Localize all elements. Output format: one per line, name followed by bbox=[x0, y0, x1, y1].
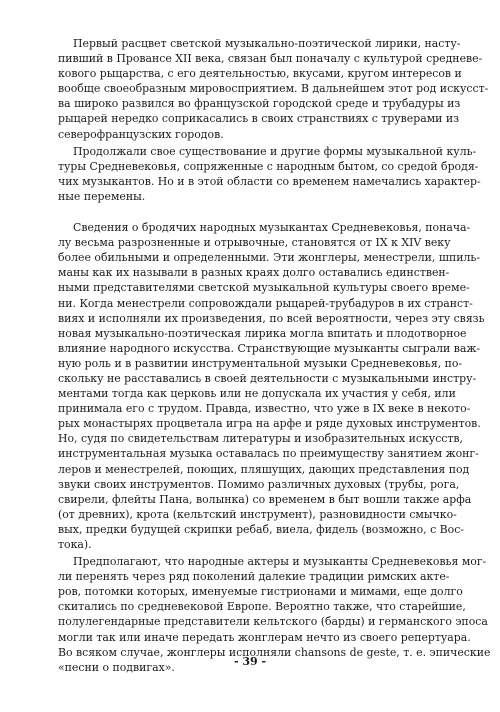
paragraph bbox=[58, 220, 485, 552]
text-line: более обильными и определенными. Эти жонглеры, менестрели, шпиль- bbox=[58, 251, 481, 265]
text-line: Но, судя по свидетельствам литературы и изобразительных искусств, bbox=[58, 432, 464, 446]
text-line: ни. Когда менестрели сопровождали рыцарей-трубадуров в их странст- bbox=[58, 296, 473, 310]
text-line: принимала его с трудом. Правда, известно, что уже в IX веке в некото- bbox=[58, 402, 471, 416]
text-line: ную роль и в развитии инструментальной музыки Средневековья, по- bbox=[58, 356, 463, 370]
paragraph-gap bbox=[58, 204, 442, 220]
text-line: северофранцузских городов. bbox=[58, 127, 224, 141]
text-line: тока). bbox=[58, 538, 92, 551]
text-line: полулегендарные представители кельтского (барды) и германского эпоса bbox=[58, 615, 488, 629]
text-line: ров, потомки которых, именуемые гистрионами и мимами, еще долго bbox=[58, 585, 463, 599]
text-line: инструментальная музыка оставалась по преимуществу занятием жонг- bbox=[58, 447, 479, 461]
text-line: рыцарей нередко соприкасались в своих странствиях с труверами из bbox=[58, 112, 460, 126]
text-line: ные перемены. bbox=[58, 189, 146, 203]
text-body bbox=[58, 36, 491, 675]
text-line: Продолжали свое существование и другие формы музыкальной куль- bbox=[73, 144, 477, 158]
text-line: влияние народного искусства. Странствующие музыканты сыграли важ- bbox=[58, 341, 481, 355]
text-line: скитались по средневековой Европе. Вероятно также, что старейшие, bbox=[58, 600, 466, 614]
text-line: ными представителями светской музыкальной культуры своего време- bbox=[58, 281, 470, 295]
text-line: новая музыкально-поэтическая лирика могла впитать и плодотворное bbox=[58, 326, 467, 340]
text-line: леров и менестрелей, поющих, пляшущих, дающих представления под bbox=[58, 462, 470, 476]
text-line: Сведения о бродячих народных музыкантах Средневековья, поначa- bbox=[73, 221, 471, 235]
text-line: виях и исполняли их произведения, по всей вероятности, через эту связь bbox=[58, 311, 485, 325]
text-line: ли перенять через ряд поколений далекие традиции римских актe- bbox=[58, 570, 450, 584]
text-line: (от древних), крота (кельтский инструмент), разновидности смычко- bbox=[58, 507, 457, 521]
text-line: звуки своих инструментов. Помимо различных духовых (трубы, рога, bbox=[58, 477, 460, 491]
text-line: скольку не расставались в своей деятельности с музыкальными инстру- bbox=[58, 371, 477, 385]
text-line: «песни о подвигах». bbox=[58, 660, 175, 674]
text-line: ментами тогда как церковь или не допускала их участия у себя, или bbox=[58, 387, 456, 401]
paragraph bbox=[58, 36, 489, 142]
text-line: ва широко развился во французской городской среде и трубадуры из bbox=[58, 97, 461, 111]
text-line: Во всяком случае, жонглеры исполняли chansons de geste, т. е. эпические bbox=[58, 645, 491, 659]
text-line: вых, предки будущей скрипки ребаб, виела, фидель (возможно, с Вос- bbox=[58, 522, 464, 536]
text-line: Первый расцвет светской музыкально-поэтической лирики, насту- bbox=[73, 37, 461, 50]
text-line: пивший в Провансе XII века, связан был поначалу с культурой средневе- bbox=[58, 52, 483, 66]
page-number: - 39 - bbox=[233, 655, 267, 668]
paragraph bbox=[58, 144, 481, 204]
text-line: лу весьма разрозненные и отрывочные, становятся от IX к XIV веку bbox=[58, 236, 451, 250]
text-line: маны как их называли в разных краях долго оставались единствен- bbox=[58, 266, 450, 280]
text-line: кового рыцарства, с его деятельностью, вкусами, кругом интересов и bbox=[58, 67, 462, 81]
text-line: могли так или иначе передать жонглерам нечто из своего репертуара. bbox=[58, 630, 471, 644]
text-line: Предполагают, что народные актеры и музыканты Средневековья мог- bbox=[73, 555, 487, 569]
text-line: свирели, флейты Пана, волынка) со временем в быт вошли также арфа bbox=[58, 492, 472, 506]
text-line: чих музыкантов. Но и в этой области со временем намечались характер- bbox=[58, 174, 481, 188]
text-line: туры Средневековья, сопряженные с народным бытом, со средой бродя- bbox=[58, 159, 479, 173]
text-line: вообще своеобразным мировосприятием. В дальнейшем этот род искусст- bbox=[58, 82, 489, 96]
text-line: рых монастырях процветала игра на арфе и ряде духовых инструментов. bbox=[58, 417, 481, 431]
